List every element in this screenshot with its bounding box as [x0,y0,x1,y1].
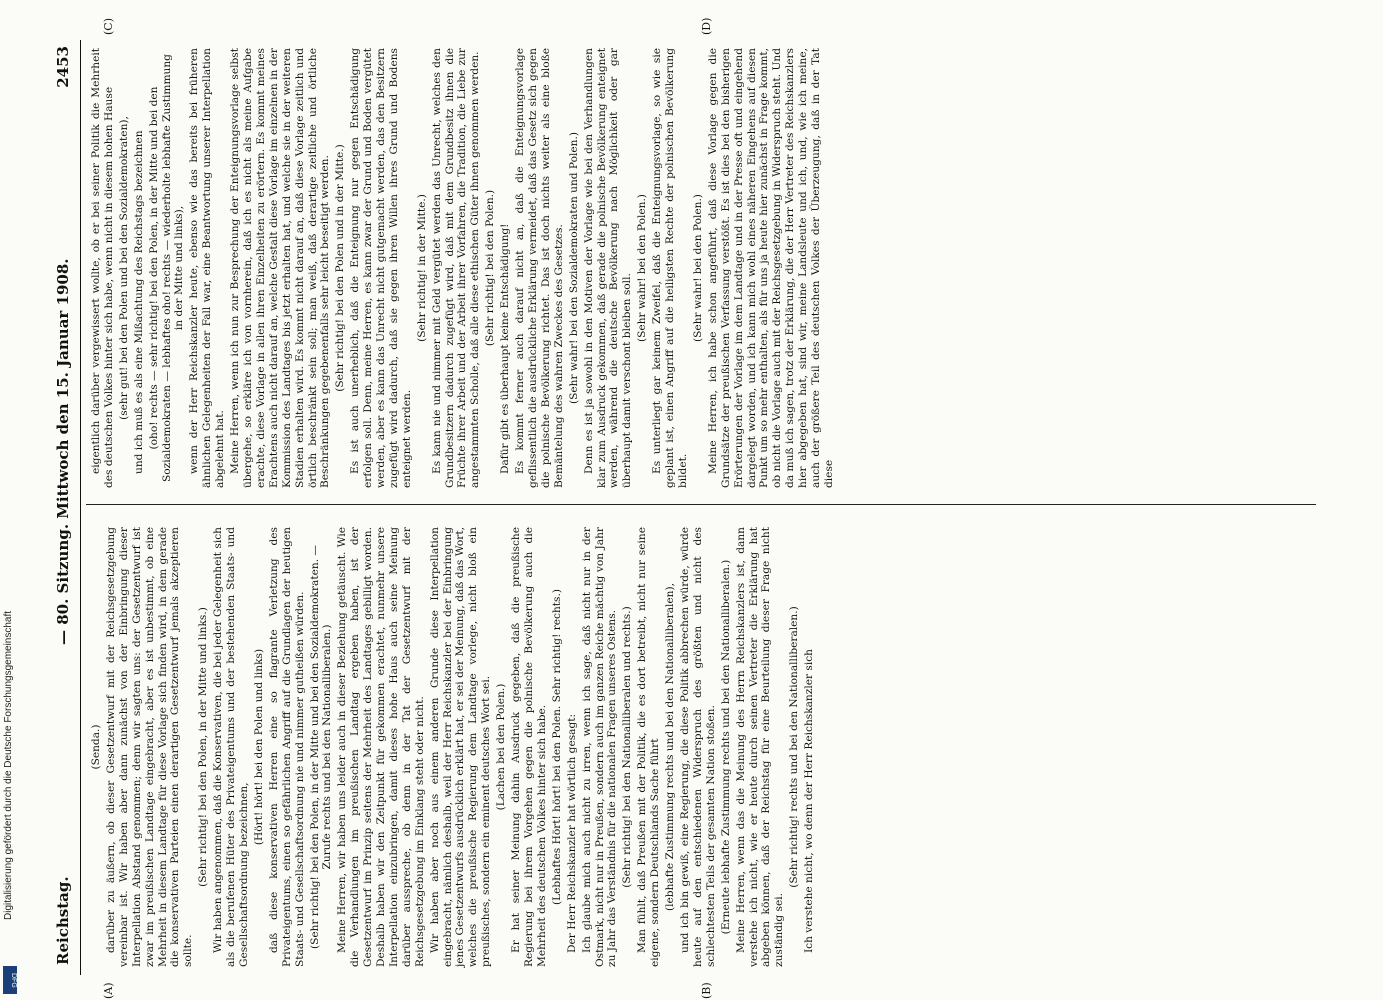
page-header [50,40,81,975]
paragraph: Es unterliegt gar keinem Zweifel, daß die Enteignungsvorlage, so wie sie geplant ist, einen Angriff auf die heiligsten Rechte der polnischen Bevölkerung bildet. [651,48,689,488]
paragraph: Der Herr Reichskanzler hat wörtlich gesagt: [565,713,578,953]
paragraph: (Sehr richtig! bei den Polen und in der Mitte.) [334,144,347,392]
paragraph: (Senda.) [90,724,102,770]
paragraph: (Hört! hört! bei den Polen und links) [252,648,265,846]
rotated-page-content [50,17,1320,999]
paragraph: Ich verstehe nicht, wo denn der Herr Reichskanzler sich [803,648,816,953]
funding-footer [0,0,22,1000]
paragraph: (Sehr richtig! bei den Polen, in der Mitte und links.) [197,607,210,887]
paragraph: Dafür gibt es überhaupt keine Entschädigung! [499,223,512,474]
paragraph: Er hat seiner Meinung dahin Ausdruck gegeben, daß die preußische Regierung bei ihrem Vorgehen gegen die polnische Bevölkerung auch die Mehrheit des deutschen Volkes hinter sich habe. [510,527,548,967]
paragraph: darüber zu äußern, ob dieser Gesetzentwurf mit der Reichsgesetzgebung vereinbar ist. Wir haben aber dann zunächst von der Einbringung dieser Interpellation Abstand genommen; denn wir sagten uns: der Gesetzentwurf ist zwar im preußischen Landtage eingebracht, aber es ist unbestimmt, ob eine Mehrheit in diesem Landtage für diese Vorlage sich finden wird, in dem gerade die konservativen Parteien einen derartigen Gesetzentwurf jemals akzeptieren sollte. [104,527,195,967]
paragraph: Es kommt ferner auch darauf nicht an, daß die Enteignungsvorlage geflissentlich die ausdrückliche Erklärung vermeidet, daß das Gesetz sich gegen die polnische Bevölkerung richtet. Das ist doch nichts weiter als eine bloße Bemäntelung des wahren Zweckes des Gesetzes. [514,48,565,488]
paragraph: Man fühlt, daß Preußen mit der Politik, die es dort betreibt, nicht nur seine eigene, sondern Deutschlands Sache führt [636,527,662,967]
paragraph: Meine Herren, wenn das die Meinung des Herrn Reichskanzlers ist, dann verstehe ich nicht, wie er heute durch seinen Vertreter die Erklärung hat abgeben können, daß der Reichstag für eine Beurteilung dieser Frage nicht zuständig sei. [734,527,786,967]
paragraph: (Sehr richtig! in der Mitte.) [415,194,428,342]
paragraph: Es kann nie und nimmer mit Geld vergütet werden das Unrecht, welches den Grundbesitzern dadurch zugefügt wird, daß mit dem Grundbesitz ihnen die Früchte ihrer Arbeit und der Arbeit ihrer Vorfahren, die Tradition, die Liebe zur angestammten Scholle, daß alle diese ethischen Güter ihnen genommen werden. [430,48,482,488]
paragraph: (Sehr richtig! bei den Nationalliberalen und rechts.) [621,606,634,888]
paragraph: (Sehr wahr! bei den Polen.) [691,194,704,342]
left-text-column [90,527,818,967]
paragraph: (Sehr richtig! bei den Polen.) [484,189,497,347]
paragraph: (Lachen bei den Polen.) [495,683,508,811]
running-title: Reichstag. [54,876,72,965]
paragraph: und ich bin gewiß, eine Regierung, die diese Politik abbrechen würde, würde heute auf den entschiedenen Widerspruch des größten und nicht des schlechtesten Teils der gesamten Nation stoßen. [678,527,717,967]
paragraph: (Lebhaftes Hört! hört! bei den Polen. Sehr richtig! rechts.) [550,589,563,905]
paragraph: Wir haben aber noch aus einem anderen Grunde diese Interpellation eingebracht, nämlich deshalb, weil der Herr Reichskanzler bei der Einbringung jenes Gesetzentwurfs ausdrücklich erklärt hat, er sei der Meinung, daß das Wort, welches die preußische Regierung dem Landtage vorlege, nicht bloß ein preußisches, sondern ein eminent deutsches Wort sei. [428,527,493,967]
margin-marker-c: (C) [102,18,115,35]
paragraph: eigentlich darüber vergewissert wollte, ob er bei seiner Politik die Mehrheit des deutschen Volkes hinter sich habe, wenn nicht in diesem hohen Hause [90,48,115,488]
paragraph: (Sehr wahr! bei den Polen.) [636,194,649,342]
margin-marker-a: (A) [102,982,115,999]
paragraph: und ich muß es als eine Mißachtung des Reichstags bezeichnen [132,130,145,474]
paragraph: wenn der Herr Reichskanzler heute, ebenso wie das bereits bei früheren ähnlichen Gelegenheiten der Fall war, eine Beantwortung unserer Interpellation abgelehnt hat. [188,48,227,488]
session-date: — 80. Sitzung. Mittwoch den 15. Januar 1908. [54,258,72,645]
paragraph: (oho! rechts — sehr richtig! bei den Polen, in der Mitte und bei den Sozialdemokraten — lebhaftes oho! rechts — wiederholte lebhafte Zustimmung in der Mitte und links), [147,54,186,482]
paragraph: (Sehr richtig! bei den Polen, in der Mitte und bei den Sozialdemokraten. — Zurufe rechts und bei den Nationalliberalen.) [308,544,334,950]
paragraph: daß diese konservativen Herren eine so flagrante Verletzung des Privateigentums, einen so gefährlichen Angriff auf die Grundlagen der heutigen Staats- und Gesellschaftsordnung nie und nimmer gutheißen würden. [267,527,306,967]
margin-marker-b: (B) [700,982,713,999]
column-divider [86,504,1316,505]
paragraph: (Erneute lebhafte Zustimmung rechts und bei den Nationalliberalen.) [719,559,732,935]
paragraph: (sehr gut! bei den Polen und bei den Sozialdemokraten), [117,116,130,420]
paragraph: (Sehr richtig! rechts und bei den Nationalliberalen.) [788,606,801,888]
paragraph: (Sehr wahr! bei den Sozialdemokraten und Polen.) [567,132,580,405]
paragraph: Es ist auch unerheblich, daß die Enteignung nur gegen Entschädigung erfolgen soll. Denn, meine Herren, es kann zwar der Grund und Boden vergütet werden, aber es kann das Unrecht nicht gutgemacht werden, das den Besitzern zugefügt wird dadurch, daß sie gegen ihren Willen ihres Grund und Bodens enteignet werden. [349,48,413,488]
margin-marker-d: (D) [700,17,713,35]
paragraph: Wir haben angenommen, daß die Konservativen, die bei jeder Gelegenheit sich als die berufenen Hüter des Privateigentums und der bestehenden Staats- und Gesellschaftsordnung bezeichnen, [212,527,250,967]
paragraph: Denn es ist ja sowohl in den Motiven der Vorlage wie bei den Verhandlungen klar zum Ausdruck gekommen, daß gerade die polnische Bevölkerung enteignet werden, während die deutsche Bevölkerung nach Möglichkeit oder gar überhaupt damit verschont bleiben soll. [582,48,634,488]
paragraph: Meine Herren, wir haben uns leider auch in dieser Beziehung getäuscht. Wie die Verhandlungen im preußischen Landtag ergeben haben, ist der Gesetzentwurf im Prinzip seitens der Mehrheit des Landtages gebilligt worden. Deshalb haben wir den Zeitpunkt für gekommen erachtet, nunmehr unsere Interpellation einzubringen, damit dieses hohe Haus auch seine Meinung darüber ausspreche, ob denn in der Tat der Gesetzentwurf mit der Reichsgesetzgebung im Einklang steht oder nicht. [336,527,426,967]
paragraph: (lebhafte Zustimmung rechts und bei den Nationalliberalen), [664,583,677,911]
paragraph: Meine Herren, wenn ich nun zur Besprechung der Enteignungsvorlage selbst übergehe, so erkläre ich von vornherein, daß ich es nicht als meine Aufgabe erachte, diese Vorlage in allen ihren Einzelheiten zu erörtern. Es kommt meines Erachtens auch nicht darauf an, welche Gestalt diese Vorlage im einzelnen in der Kommission des Landtages bis jetzt erhalten hat, und welche sie in der weiteren Stadien erhalten wird. Es kommt nicht darauf an, daß diese Vorlage zeitlich und örtlich beschränkt sein soll; man weiß, daß derartige zeitliche und örtliche Beschränkungen gegebenenfalls sehr leicht beseitigt werden. [229,48,332,488]
right-text-column [90,48,838,488]
dfg-logo-icon: DFG [3,966,17,994]
paragraph: Ich glaube mich auch nicht zu irren, wenn ich sage, daß nicht nur in der Ostmark, nicht nur in Preußen, sondern auch im ganzen Reiche mächtig von Jahr zu Jahr das Verständnis für die nationalen Fragen unseres Ostens. [580,527,619,967]
funding-credit: Digitalisierung gefördert durch die Deutsche Forschungsgemeinschaft [3,610,14,920]
page-number: 2453 [54,46,72,88]
paragraph: Meine Herren, ich habe schon angeführt, daß diese Vorlage gegen die Grundsätze der preußischen Verfassung verstößt. Es ist dies bei den bisherigen Erörterungen der Vorlage im dem Landtage und in der Presse oft und eingehend dargelegt worden, und ich kann mich wohl eines näheren Eingehens auf diesen Punkt um so mehr enthalten, als für uns ja heute hier zunächst in Frage kommt, ob nicht die Vorlage auch mit der Reichsgesetzgebung in Widerspruch steht. Und da muß ich sagen, trotz der Erklärung, die der Herr Vertreter des Reichskanzlers hier abgegeben hat, sind wir, meine Landsleute und ich, und, wie ich meine, auch der größere Teil des deutschen Volkes der Überzeugung, daß in der Tat diese [706,48,835,488]
